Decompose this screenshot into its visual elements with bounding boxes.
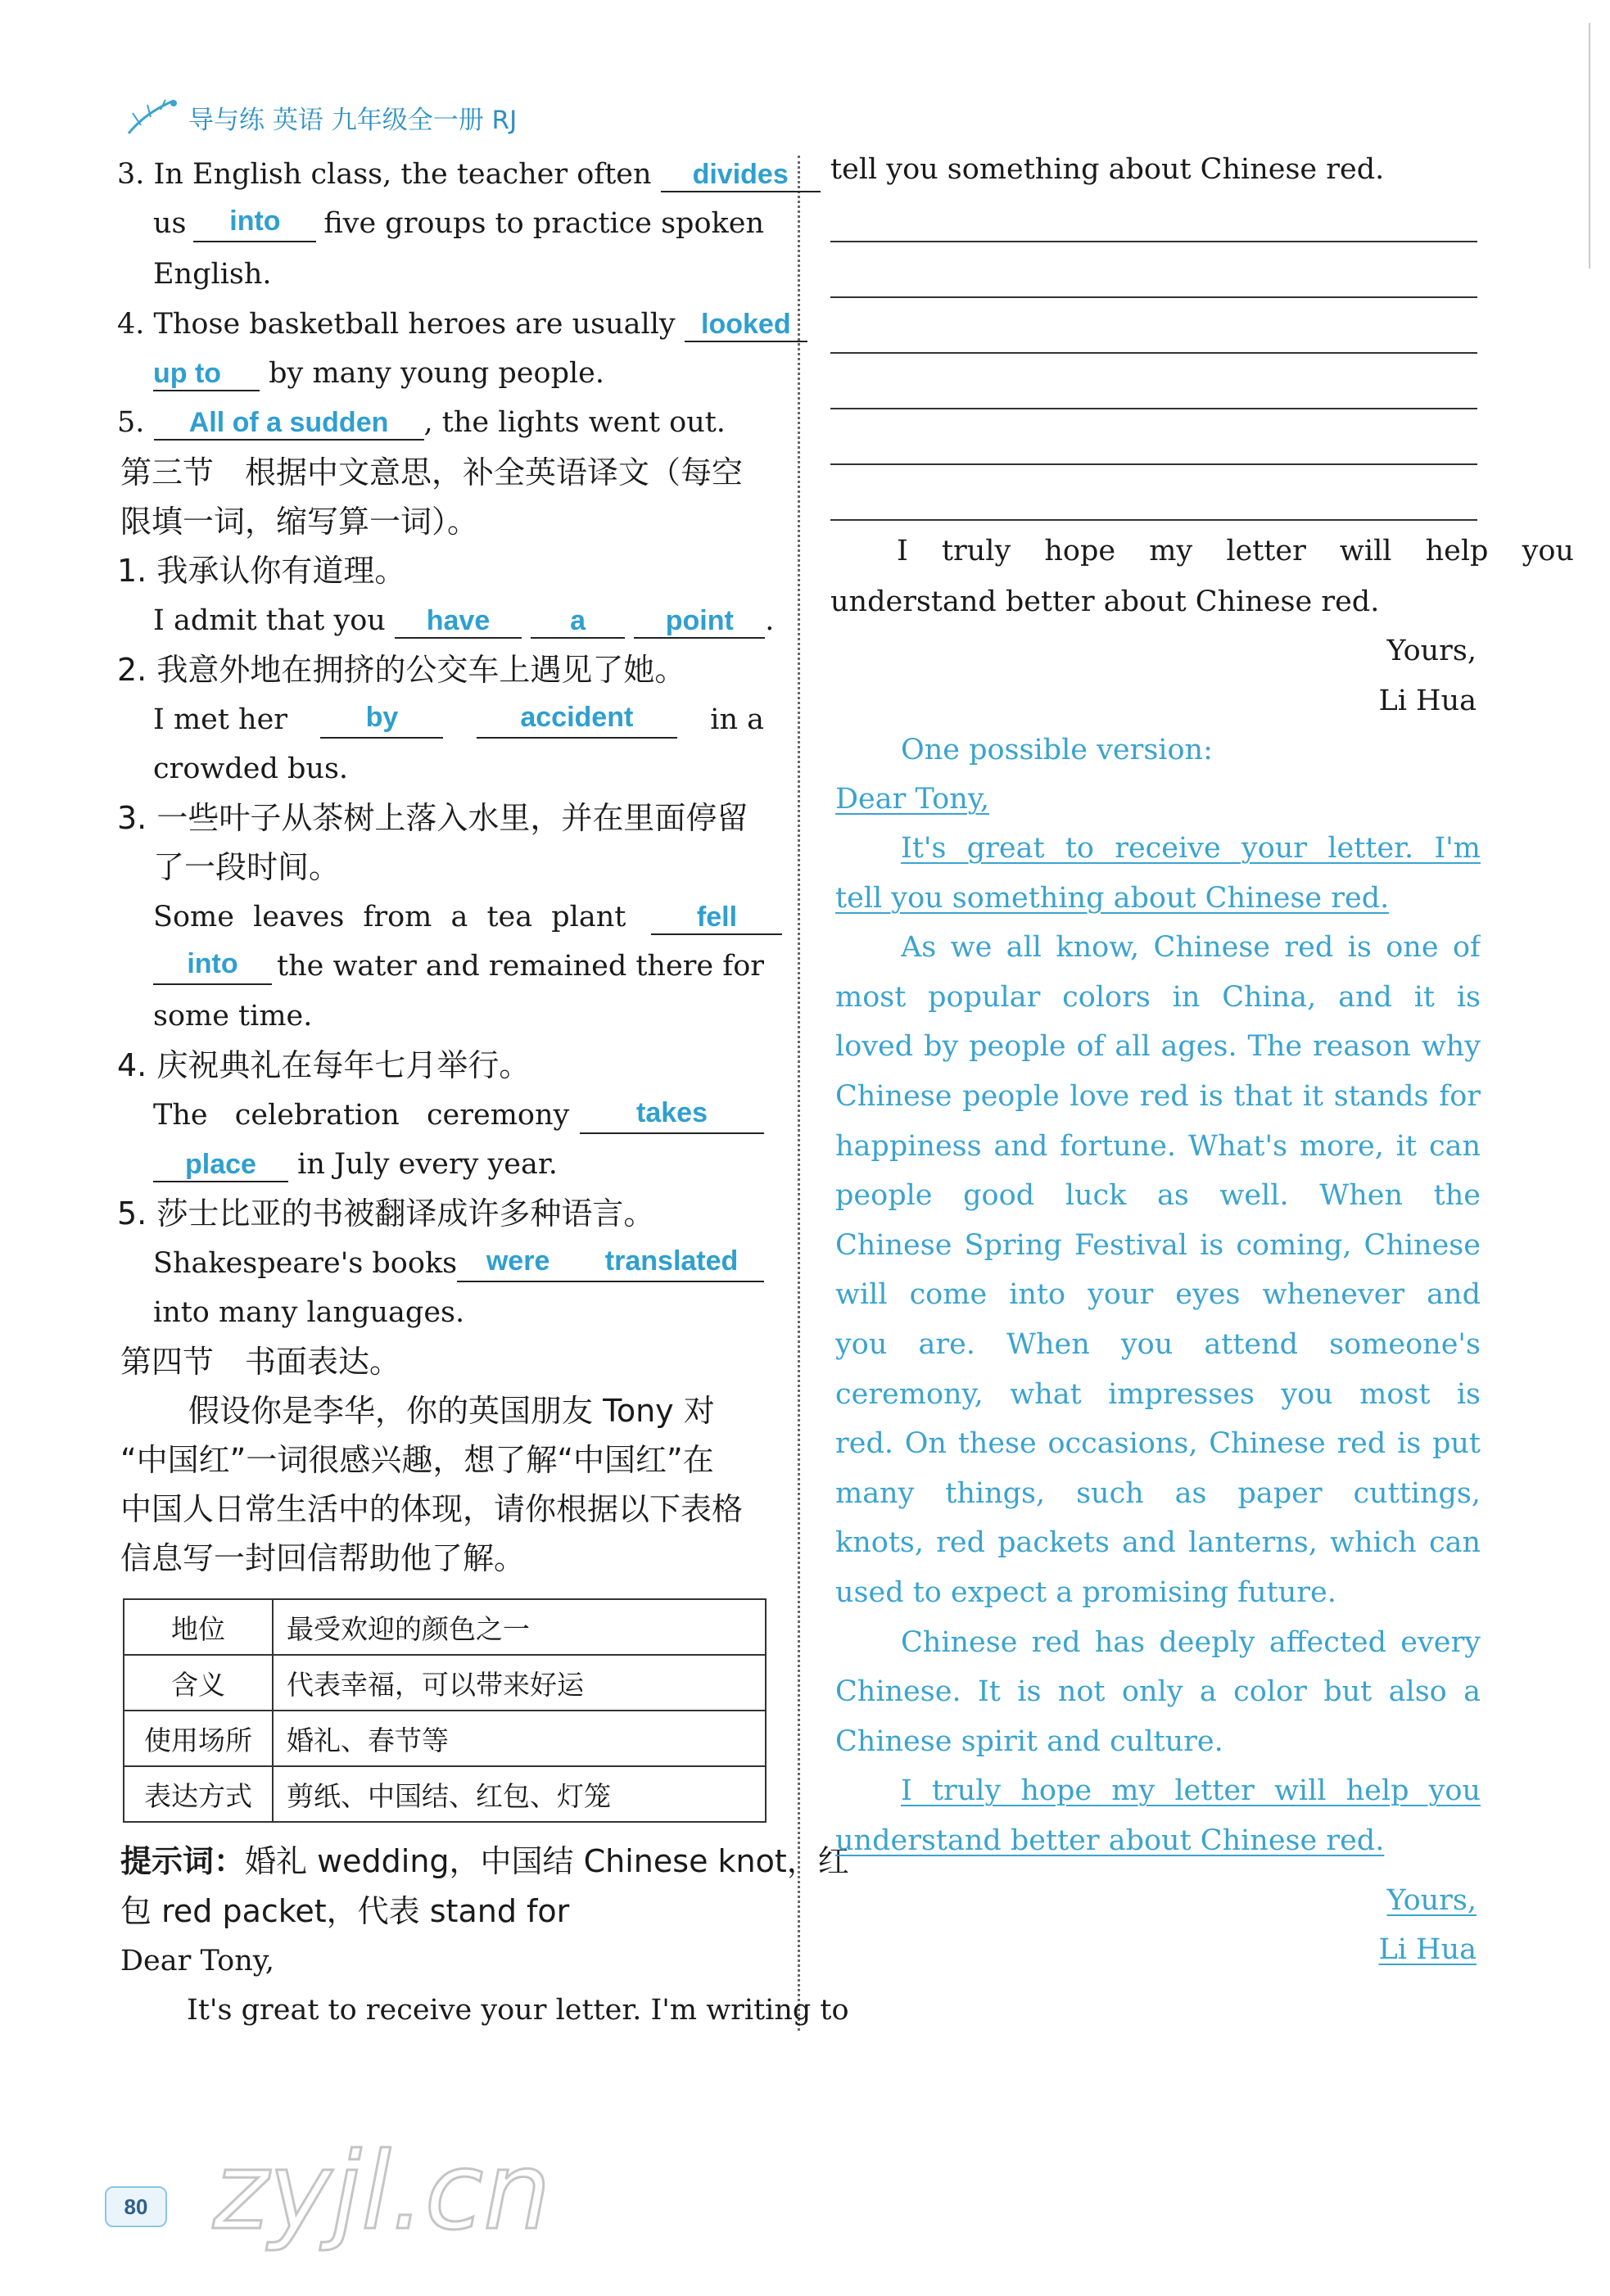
writing-line — [830, 296, 1477, 298]
s3-item2-cn: 2. 我意外地在拥挤的公交车上遇见了她。 — [117, 652, 686, 688]
table-cell: 含义 — [124, 1655, 273, 1711]
letter-continue: tell you something about Chinese red. — [830, 153, 1385, 186]
sample-line: understand better about Chinese red. — [835, 1824, 1385, 1857]
section4-prompt-1: 假设你是李华，你的英国朋友 Tony 对 — [188, 1393, 715, 1429]
question-5: 5. All of a sudden , the lights went out. — [117, 406, 726, 439]
sample-line: happiness and fortune. What's more, it can — [835, 1129, 1481, 1163]
sample-line: knots, red packets and lanterns, which can — [835, 1526, 1481, 1560]
sample-line: Chinese. It is not only a color but also a — [835, 1675, 1481, 1709]
s3-item5-en: Shakespeare's books were translated — [153, 1245, 764, 1282]
question-4: 4. Those basketball heroes are usually looked — [117, 305, 807, 343]
header-title: 导与练 英语 九年级全一册 RJ — [188, 106, 518, 135]
section3-heading: 第三节 根据中文意思，补全英语译文（每空 — [120, 454, 744, 490]
sample-line: Chinese red has deeply affected every — [901, 1625, 1481, 1659]
sample-line: loved by people of all ages. The reason why — [835, 1030, 1481, 1064]
table-cell: 使用场所 — [124, 1711, 273, 1766]
s3-item2-en: I met her by accident in a — [153, 701, 764, 739]
table-cell: 婚礼、春节等 — [273, 1711, 766, 1766]
s3-item4-cn: 4. 庆祝典礼在每年七月举行。 — [117, 1047, 531, 1083]
logo-icon — [124, 97, 182, 138]
sample-line: Chinese spirit and culture. — [835, 1724, 1223, 1758]
sample-greeting: Dear Tony, — [835, 783, 989, 816]
sample-name: Li Hua — [1378, 1933, 1477, 1966]
s3-item3-en2: into the water and remained there for — [153, 947, 764, 985]
sample-line: tell you something about Chinese red. — [835, 881, 1390, 915]
table-cell: 表达方式 — [124, 1766, 273, 1822]
section4-prompt-2: “中国红”一词很感兴趣，想了解“中国红”在 — [120, 1442, 714, 1478]
question-3: 3. In English class, the teacher often divides — [117, 156, 821, 193]
answer-place: place — [153, 1148, 288, 1182]
answer-into-2: into — [153, 947, 272, 985]
answer-translated: translated — [579, 1245, 764, 1282]
answer-divides: divides — [661, 158, 821, 192]
column-divider — [798, 156, 800, 2031]
sample-line: It's great to receive your letter. I'm — [901, 832, 1481, 865]
sample-line: As we all know, Chinese red is one of — [901, 931, 1481, 965]
table-cell: 代表幸福，可以带来好运 — [273, 1655, 766, 1711]
sample-line: I truly hope my letter will help you — [901, 1774, 1481, 1808]
header — [124, 97, 616, 146]
answer-all-of-a-sudden: All of a sudden — [154, 406, 424, 441]
table-row — [124, 1766, 766, 1822]
table-cell: 剪纸、中国结、红包、灯笼 — [273, 1766, 766, 1822]
answer-have: have — [395, 604, 522, 639]
answer-takes: takes — [580, 1096, 764, 1134]
s3-item4-en: The celebration ceremony takes — [153, 1096, 764, 1134]
s3-item2-en-end: crowded bus. — [153, 753, 349, 785]
answer-up-to: up to — [153, 357, 260, 391]
sample-line: ceremony, what impresses you most is — [835, 1377, 1481, 1411]
answer-point: point — [634, 604, 765, 639]
s3-item3-en-end: some time. — [153, 1000, 313, 1033]
hint-line-1: 提示词：婚礼 wedding，中国结 Chinese knot，红 — [120, 1843, 849, 1879]
writing-line — [830, 408, 1477, 409]
table-cell: 最受欢迎的颜色之一 — [273, 1599, 766, 1655]
table-cell: 地位 — [124, 1599, 273, 1655]
letter-opening: It's great to receive your letter. I'm writing to — [187, 1994, 849, 2027]
sample-line: red. On these occasions, Chinese red is put — [835, 1427, 1481, 1461]
writing-line — [830, 463, 1477, 465]
question-3-line3: English. — [153, 258, 272, 291]
answer-by: by — [320, 701, 443, 739]
s3-item5-cn: 5. 莎士比亚的书被翻译成许多种语言。 — [117, 1195, 655, 1232]
answer-were: were — [457, 1245, 579, 1282]
sample-line: Chinese people love red is that it stands for — [835, 1080, 1481, 1113]
writing-line — [830, 352, 1477, 354]
table-row — [124, 1655, 766, 1711]
sample-line: you are. When you attend someone's — [835, 1328, 1481, 1361]
sample-line: people good luck as well. When the — [835, 1179, 1481, 1213]
letter-name: Li Hua — [1378, 685, 1477, 717]
info-table — [123, 1598, 767, 1823]
section4-heading: 第四节 书面表达。 — [120, 1344, 401, 1380]
answer-fell: fell — [651, 901, 782, 935]
s3-item1-en: I admit that you have a point . — [153, 604, 775, 637]
watermark: zyjl.cn — [213, 2129, 551, 2253]
table-row — [124, 1599, 766, 1655]
answer-looked: looked — [685, 308, 807, 342]
section4-prompt-3: 中国人日常生活中的体现，请你根据以下表格 — [120, 1491, 744, 1527]
sample-line: used to expect a promising future. — [835, 1576, 1336, 1609]
table-row — [124, 1711, 766, 1766]
answer-into: into — [193, 205, 316, 242]
page-edge-line — [1589, 23, 1590, 269]
s3-item5-en-end: into many languages. — [153, 1296, 465, 1329]
s3-item1-cn: 1. 我承认你有道理。 — [117, 553, 406, 589]
answer-a: a — [531, 604, 625, 639]
writing-line — [830, 519, 1477, 521]
hint-line-2: 包 red packet，代表 stand for — [120, 1893, 570, 1929]
letter-closing-2: understand better about Chinese red. — [830, 585, 1380, 618]
page-number — [105, 2186, 167, 2227]
answer-accident: accident — [477, 701, 677, 739]
sample-line: many things, such as paper cuttings, — [835, 1476, 1481, 1510]
question-4-line2: up to by many young people. — [153, 357, 605, 390]
sample-line: Chinese Spring Festival is coming, Chinese — [835, 1228, 1481, 1262]
letter-closing-1: I truly hope my letter will help you — [897, 535, 1574, 567]
sample-line: most popular colors in China, and it is — [835, 980, 1481, 1014]
s3-item3-cn2: 了一段时间。 — [153, 849, 341, 885]
letter-greeting: Dear Tony, — [120, 1945, 274, 1977]
page-number-text: 80 — [124, 2194, 148, 2219]
sample-label: One possible version: — [901, 734, 1213, 766]
question-3-line2: us into five groups to practice spoken — [153, 205, 764, 242]
letter-yours: Yours, — [1386, 635, 1477, 667]
s3-item4-en2: place in July every year. — [153, 1146, 558, 1183]
section4-prompt-4: 信息写一封回信帮助他了解。 — [120, 1540, 526, 1576]
writing-line — [830, 241, 1477, 242]
s3-item3-cn: 3. 一些叶子从茶树上落入水里，并在里面停留 — [117, 800, 748, 836]
sample-line: will come into your eyes whenever and — [835, 1278, 1481, 1312]
s3-item3-en: Some leaves from a tea plant fell — [153, 898, 764, 936]
sample-yours: Yours, — [1386, 1884, 1477, 1917]
section3-heading-2: 限填一词，缩写算一词）。 — [120, 504, 479, 540]
